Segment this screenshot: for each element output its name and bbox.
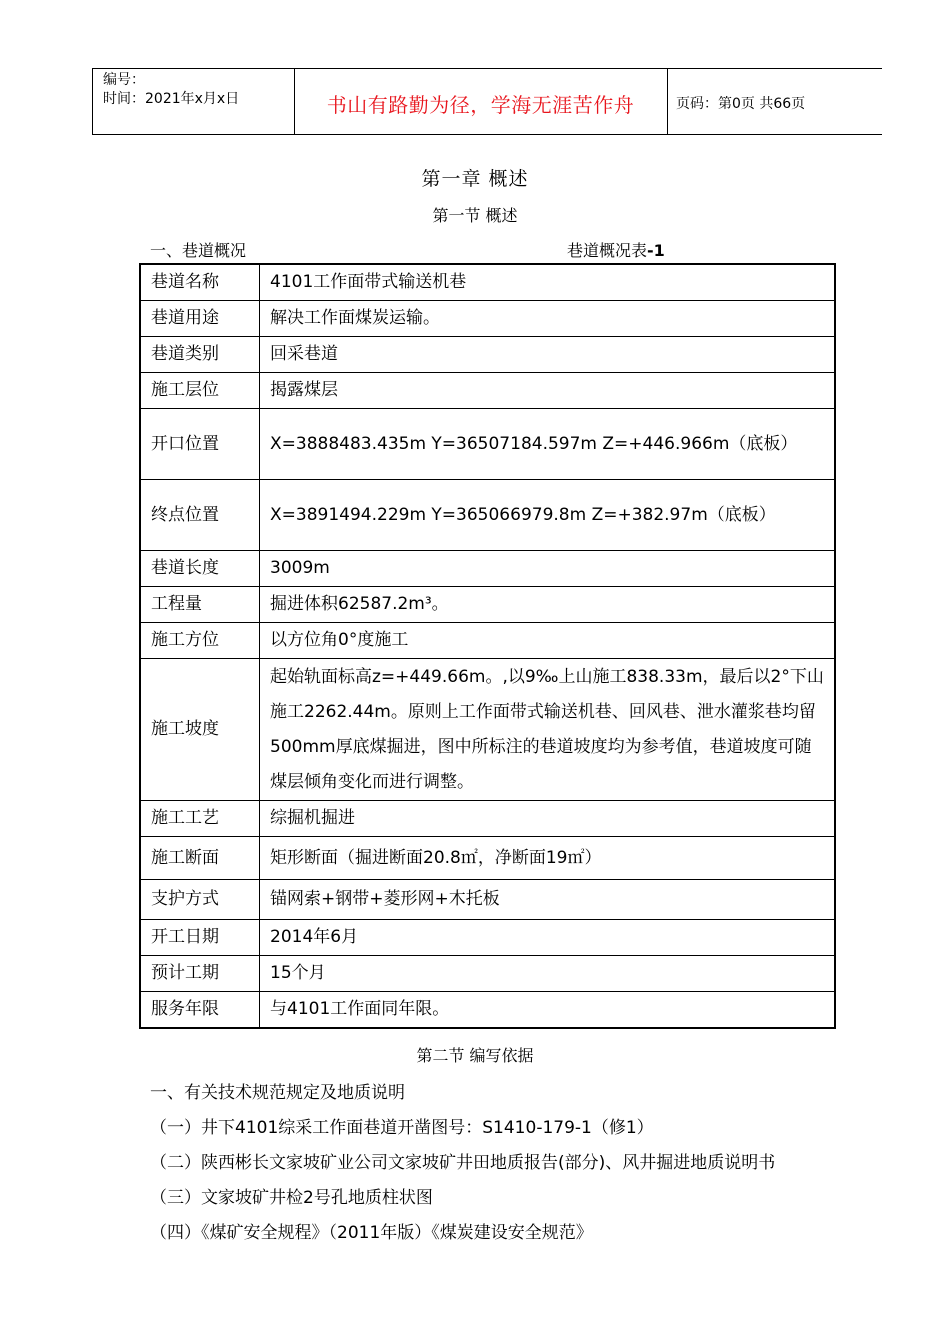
table-row bbox=[140, 623, 835, 659]
table-caption bbox=[567, 238, 665, 261]
table-row bbox=[140, 587, 835, 623]
motto-text: 书山有路勤为径，学海无涯苦作舟 bbox=[326, 93, 635, 117]
table-row bbox=[140, 659, 835, 801]
row-value: 2014年6月 bbox=[260, 920, 836, 956]
table-row bbox=[140, 551, 835, 587]
row-value: 锚网索+钢带+菱形网+木托板 bbox=[260, 880, 836, 920]
basis-line: 一、有关技术规范规定及地质说明 bbox=[150, 1083, 405, 1103]
table-row bbox=[140, 920, 835, 956]
row-label: 施工断面 bbox=[140, 837, 260, 880]
row-label: 工程量 bbox=[140, 587, 260, 623]
table-caption-number: -1 bbox=[647, 241, 665, 260]
header-page-cell bbox=[668, 69, 882, 134]
table-row bbox=[140, 992, 835, 1029]
row-label: 施工层位 bbox=[140, 373, 260, 409]
basis-line: （一）井下4101综采工作面巷道开凿图号：S1410-179-1（修1） bbox=[150, 1118, 654, 1138]
row-label: 巷道用途 bbox=[140, 301, 260, 337]
row-label: 服务年限 bbox=[140, 992, 260, 1029]
row-value: X=3888483.435m Y=36507184.597m Z=+446.966m（底板） bbox=[260, 409, 836, 480]
row-value: 以方位角0°度施工 bbox=[260, 623, 836, 659]
overview-table bbox=[139, 263, 836, 1029]
row-value: 回采巷道 bbox=[260, 337, 836, 373]
table-row bbox=[140, 480, 835, 551]
chapter-title: 第一章 概述 bbox=[421, 168, 529, 190]
table-row bbox=[140, 337, 835, 373]
row-value: 3009m bbox=[260, 551, 836, 587]
table-row bbox=[140, 264, 835, 301]
row-value: 起始轨面标高z=+449.66m。,以9‰上山施工838.33m，最后以2°下山施工2262.44m。原则上工作面带式输送机巷、回风巷、泄水灌浆巷均留500mm厚底煤掘进，图中所标注的巷道坡度均为参考值，巷道坡度可随煤层倾角变化而进行调整。 bbox=[260, 659, 836, 801]
table-row bbox=[140, 880, 835, 920]
row-label: 施工坡度 bbox=[140, 659, 260, 801]
section-title-1: 第一节 概述 bbox=[432, 206, 518, 225]
basis-line: （三）文家坡矿井检2号孔地质柱状图 bbox=[150, 1188, 433, 1208]
code-label: 编号： bbox=[103, 72, 145, 88]
table-row bbox=[140, 301, 835, 337]
basis-line: （四）《煤矿安全规程》（2011年版）《煤炭建设安全规范》 bbox=[150, 1223, 593, 1243]
table-row bbox=[140, 409, 835, 480]
roadway-overview-table bbox=[139, 263, 836, 1029]
row-value: X=3891494.229m Y=365066979.8m Z=+382.97m（底板） bbox=[260, 480, 836, 551]
table-row bbox=[140, 956, 835, 992]
row-label: 巷道类别 bbox=[140, 337, 260, 373]
row-label: 巷道长度 bbox=[140, 551, 260, 587]
row-value: 与4101工作面同年限。 bbox=[260, 992, 836, 1029]
subheading-roadway-overview: 一、巷道概况 bbox=[150, 241, 247, 260]
row-label: 巷道名称 bbox=[140, 264, 260, 301]
header-motto-cell bbox=[294, 69, 668, 134]
header-info-cell bbox=[93, 69, 295, 134]
row-label: 开口位置 bbox=[140, 409, 260, 480]
page-number: 页码：第0页 共66页 bbox=[676, 96, 806, 112]
table-row bbox=[140, 837, 835, 880]
row-label: 终点位置 bbox=[140, 480, 260, 551]
row-value: 解决工作面煤炭运输。 bbox=[260, 301, 836, 337]
row-label: 施工工艺 bbox=[140, 801, 260, 837]
row-value: 15个月 bbox=[260, 956, 836, 992]
row-label: 开工日期 bbox=[140, 920, 260, 956]
table-caption-text: 巷道概况表 bbox=[567, 241, 648, 260]
time-label: 时间：2021年x月x日 bbox=[103, 91, 240, 107]
document-header bbox=[92, 68, 882, 135]
row-label: 施工方位 bbox=[140, 623, 260, 659]
row-value: 掘进体积62587.2m³。 bbox=[260, 587, 836, 623]
table-row bbox=[140, 801, 835, 837]
row-label: 预计工期 bbox=[140, 956, 260, 992]
row-value: 矩形断面（掘进断面20.8㎡，净断面19㎡） bbox=[260, 837, 836, 880]
section-title-2: 第二节 编写依据 bbox=[416, 1046, 534, 1065]
row-value: 4101工作面带式输送机巷 bbox=[260, 264, 836, 301]
row-value: 揭露煤层 bbox=[260, 373, 836, 409]
row-value: 综掘机掘进 bbox=[260, 801, 836, 837]
table-row bbox=[140, 373, 835, 409]
basis-line: （二）陕西彬长文家坡矿业公司文家坡矿井田地质报告(部分)、风井掘进地质说明书 bbox=[150, 1153, 776, 1173]
row-label: 支护方式 bbox=[140, 880, 260, 920]
